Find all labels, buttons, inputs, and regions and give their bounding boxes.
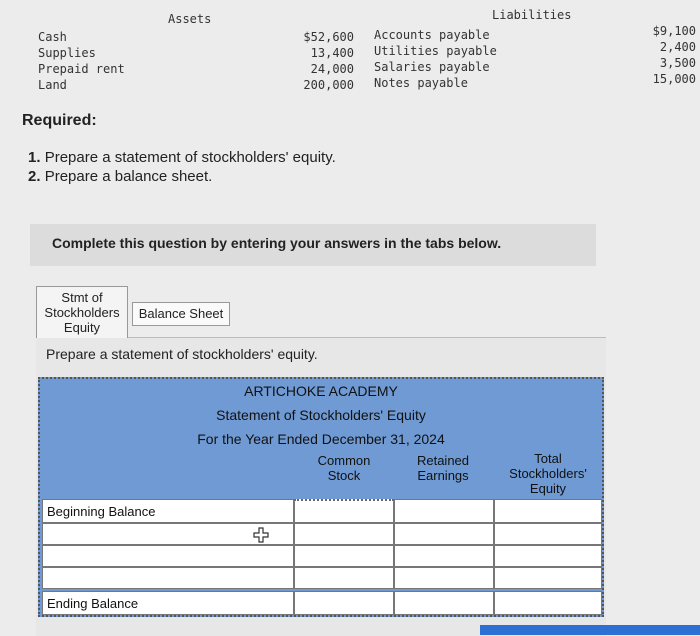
input-retained-earnings-row4[interactable] — [394, 567, 494, 589]
liability-name: Salaries payable — [374, 60, 490, 74]
liability-value: 3,500 — [659, 56, 696, 70]
required-item — [28, 167, 336, 186]
asset-values — [292, 29, 354, 93]
tab-label-line: Equity — [63, 320, 101, 335]
input-total-beginning[interactable] — [494, 499, 602, 523]
liability-name: Accounts payable — [374, 28, 490, 42]
input-common-stock-beginning[interactable] — [294, 499, 394, 523]
row-label-beginning-balance: Beginning Balance — [47, 504, 156, 519]
asset-names — [38, 29, 125, 93]
input-total-row3[interactable] — [494, 545, 602, 567]
column-header-line: Retained — [416, 453, 470, 468]
input-common-stock-row4[interactable] — [294, 567, 394, 589]
statement-title: Statement of Stockholders' Equity — [216, 407, 426, 423]
input-common-stock-row3[interactable] — [294, 545, 394, 567]
liabilities-header: Liabilities — [492, 8, 572, 22]
input-retained-earnings-row3[interactable] — [394, 545, 494, 567]
company-name: ARTICHOKE ACADEMY — [244, 383, 398, 399]
input-total-row2[interactable] — [494, 523, 602, 545]
row-label-cell — [42, 591, 294, 615]
column-header-line: Total — [534, 451, 562, 466]
asset-value: $52,600 — [303, 30, 354, 44]
column-header-line: Stock — [327, 468, 361, 483]
required-item — [28, 148, 336, 167]
instruction-text: Complete this question by entering your answers in the tabs below. — [52, 235, 502, 251]
liability-names — [374, 27, 497, 91]
required-list — [28, 148, 336, 186]
liability-value: 2,400 — [659, 40, 696, 54]
prompt-text: Prepare a statement of stockholders' equity. — [46, 346, 318, 362]
asset-name: Supplies — [38, 46, 96, 60]
row-label-input[interactable] — [42, 567, 294, 589]
required-item-text: Prepare a statement of stockholders' equity. — [44, 149, 336, 166]
input-retained-earnings-beginning[interactable] — [394, 499, 494, 523]
asset-name: Prepaid rent — [38, 62, 125, 76]
tab-label-line: Stockholders — [44, 305, 120, 320]
asset-value: 13,400 — [310, 46, 354, 60]
liability-value: $9,100 — [652, 24, 696, 38]
bottom-nav-bar[interactable] — [480, 625, 700, 635]
asset-name: Cash — [38, 30, 67, 44]
column-header-common-stock — [298, 453, 390, 483]
column-header-line: Earnings — [417, 468, 469, 483]
required-item-number: 2. — [28, 168, 41, 185]
tab-label-line: Stmt of — [61, 290, 103, 305]
asset-name: Land — [38, 78, 67, 92]
tab-balance-sheet[interactable]: Balance Sheet — [132, 302, 230, 326]
statement-header — [40, 379, 602, 451]
tab-stmt-stockholders-equity[interactable] — [36, 286, 128, 338]
liability-name: Utilities payable — [374, 44, 497, 58]
liability-name: Notes payable — [374, 76, 468, 90]
row-label-ending-balance: Ending Balance — [47, 596, 139, 611]
column-header-total-equity — [496, 451, 600, 496]
required-item-text: Prepare a balance sheet. — [44, 168, 213, 185]
asset-value: 200,000 — [303, 78, 354, 92]
column-header-line: Stockholders' — [509, 466, 587, 481]
input-retained-earnings-row2[interactable] — [394, 523, 494, 545]
liability-values — [630, 23, 696, 87]
required-item-number: 1. — [28, 149, 41, 166]
cursor-plus-icon — [253, 527, 269, 543]
input-common-stock-row2[interactable] — [294, 523, 394, 545]
row-label-input[interactable] — [42, 545, 294, 567]
statement-period: For the Year Ended December 31, 2024 — [197, 431, 445, 447]
required-title: Required: — [22, 112, 97, 129]
liability-value: 15,000 — [652, 72, 696, 86]
statement-table — [38, 377, 604, 617]
column-header-line: Equity — [529, 481, 567, 496]
input-total-row4[interactable] — [494, 567, 602, 589]
assets-header: Assets — [168, 12, 212, 26]
input-retained-earnings-ending[interactable] — [394, 591, 494, 615]
input-total-ending[interactable] — [494, 591, 602, 615]
row-label-cell — [42, 499, 294, 523]
column-header-retained-earnings — [396, 453, 490, 483]
input-common-stock-ending[interactable] — [294, 591, 394, 615]
column-header-line: Common — [317, 453, 371, 468]
asset-value: 24,000 — [310, 62, 354, 76]
